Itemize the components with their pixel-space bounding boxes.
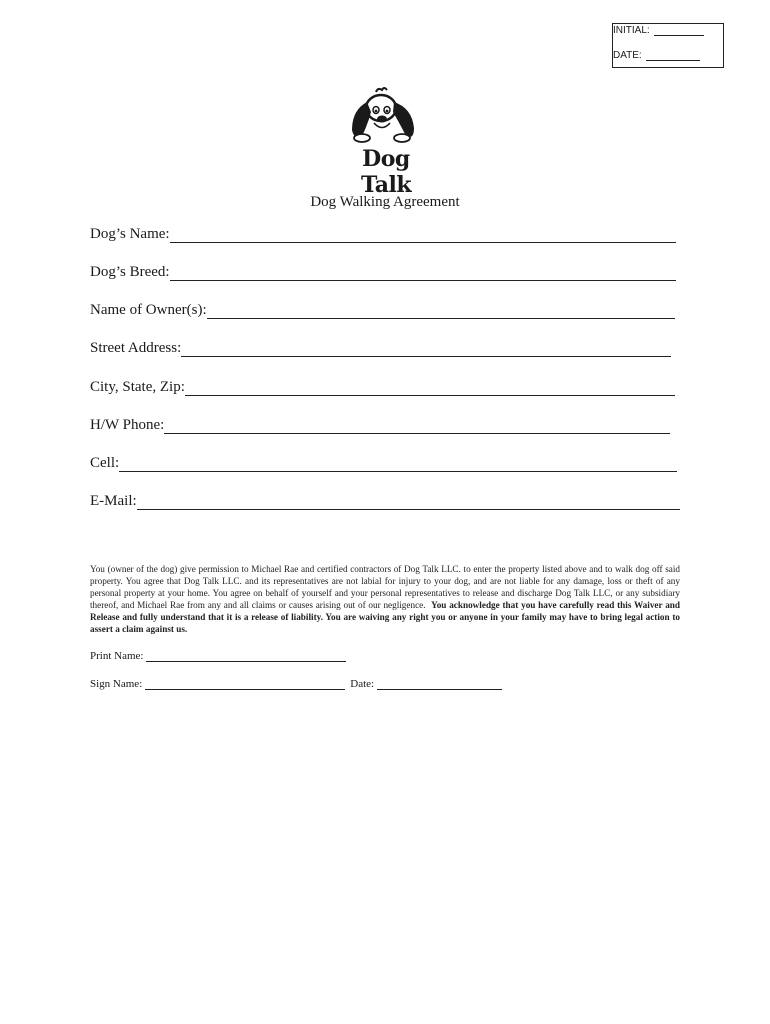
owner-name-field[interactable] (207, 304, 675, 319)
dog-breed-row (90, 261, 676, 281)
date-row (613, 50, 700, 61)
waiver-paragraph (90, 563, 680, 635)
dog-name-row (90, 223, 676, 243)
owner-name-label: Name of Owner(s): (90, 302, 207, 318)
dog-name-field[interactable] (170, 228, 676, 243)
email-label: E-Mail: (90, 493, 137, 509)
sign-name-label: Sign Name: (90, 678, 143, 690)
initial-row (613, 25, 704, 36)
dog-name-label: Dog’s Name: (90, 226, 170, 242)
logo-text: Dog Talk (360, 146, 412, 198)
street-address-label: Street Address: (90, 340, 182, 356)
print-name-field[interactable] (146, 651, 346, 662)
street-address-field[interactable] (181, 342, 671, 357)
dog-breed-label: Dog’s Breed: (90, 264, 170, 280)
email-field[interactable] (137, 495, 680, 510)
email-row (90, 490, 680, 510)
hw-phone-row (90, 414, 670, 434)
city-state-zip-label: City, State, Zip: (90, 379, 185, 395)
initial-field[interactable] (654, 26, 704, 36)
sign-name-field[interactable] (145, 679, 345, 690)
hw-phone-label: H/W Phone: (90, 417, 165, 433)
cell-field[interactable] (119, 457, 677, 472)
header-date-field[interactable] (646, 51, 700, 61)
dog-breed-field[interactable] (170, 266, 676, 281)
waiver-text: You (owner of the dog) give permission to Michael Rae and certified contractors of Dog Talk LLC. to enter the property listed above and to walk dog off said property. You agree that Dog Talk LLC. and its representatives are not labial for injury to your dog, and are not liable for any damage, loss or theft of any personal property at your home. You agree on behalf of yourself and your personal representatives to release and discharge Dog Talk LLC, or any subsidiary thereof, and Michael Rae from any and all claims or causes arising out of our negligence. (90, 564, 680, 610)
sign-name-row (90, 678, 502, 690)
cell-label: Cell: (90, 455, 120, 471)
waiver-bold-text: You acknowledge that you have carefully read this Waiver and Release and fully understand that it is a release of liability. You are waiving any right you or anyone in your family may have to bring legal action to assert a claim against us. (90, 600, 681, 634)
owner-name-row (90, 299, 675, 319)
date-label: DATE: (613, 50, 642, 61)
sign-date-label: Date: (350, 678, 375, 690)
city-state-zip-row (90, 376, 675, 396)
sign-date-field[interactable] (377, 679, 502, 690)
initial-label: INITIAL: (613, 25, 650, 36)
city-state-zip-field[interactable] (185, 381, 675, 396)
page-title: Dog Walking Agreement (310, 194, 460, 210)
initial-date-box (612, 23, 724, 68)
street-address-row (90, 337, 671, 357)
print-name-row (90, 650, 346, 662)
cell-row (90, 452, 677, 472)
hw-phone-field[interactable] (164, 419, 670, 434)
print-name-label: Print Name: (90, 650, 144, 662)
